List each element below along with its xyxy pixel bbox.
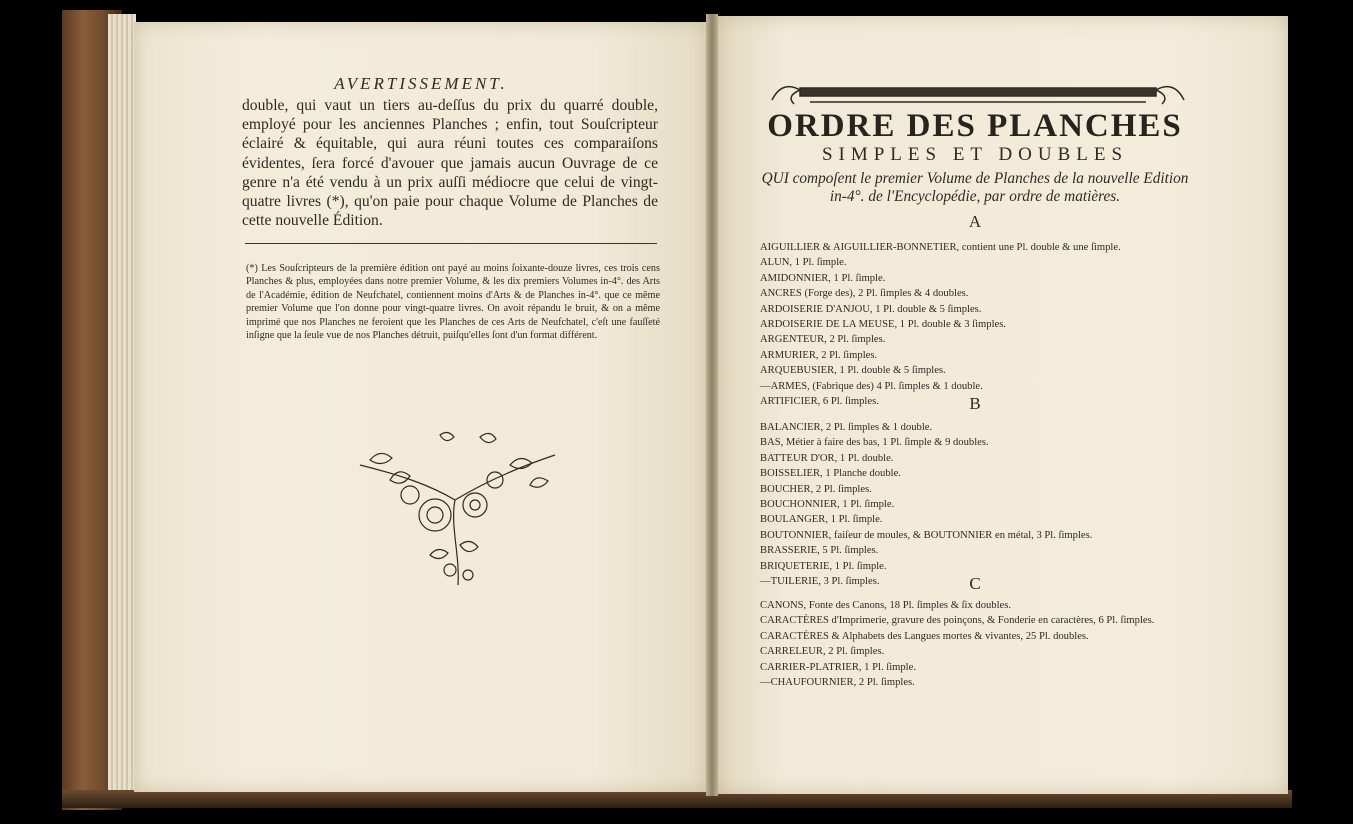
- list-item: ARQUEBUSIER, 1 Pl. double & 5 ſimples.: [760, 365, 946, 377]
- list-item: —CHAUFOURNIER, 2 Pl. ſimples.: [760, 677, 915, 689]
- list-item: BOISSELIER, 1 Planche double.: [760, 468, 901, 480]
- footnote-rule: [245, 243, 657, 244]
- list-item: BOUCHONNIER, 1 Pl. ſimple.: [760, 499, 895, 511]
- list-item: BOULANGER, 1 Pl. ſimple.: [760, 514, 883, 526]
- section-letter-a: A: [968, 212, 982, 231]
- list-item: BRIQUETERIE, 1 Pl. ſimple.: [760, 560, 887, 572]
- list-item: BAS, Métier à faire des bas, 1 Pl. ſimple & 9 doubles.: [760, 437, 989, 449]
- list-item: CARACTÈRES & Alphabets des Langues mortes & vivantes, 25 Pl. doubles.: [760, 630, 1089, 642]
- footnote: (*) Les Souſcripteurs de la première édition ont payé au moins ſoixante-douze livres, ces trois cens Planches & plus, employées dans notre premier Volume, & les dix premiers Volumes in-4°. des Arts de l'Académie, édition de Neufchatel, contiennent moins d'Arts & de Planches in-4°. que ce même premier Volume que l'on donne pour vingt-quatre livres. On avoit répandu le bruit, & on a même imprimé que nos Planches ne feroient que les Planches de ces Arts de Neufchatel, c'eſt une fauſſeté inſigne que la ſeule vue de nos Planches détruit, puiſqu'elles ſont d'un format différent.: [246, 263, 660, 342]
- left-body-text: double, qui vaut un tiers au-deſſus du prix du quarré double, employé pour les anciennes Planches ; enfin, tout Souſcripteur éclairé & équitable, qui aura réuni toutes ces comparaiſons évidentes, ſera forcé d'avouer que jamais aucun Ouvrage de ce genre n'a été vendu à un prix auſſi médiocre que celui de vingt-quatre livres (*), qu'on paie pour chaque Volume de Planches de cette nouvelle Édition.: [242, 97, 658, 230]
- list-item: BRASSERIE, 5 Pl. ſimples.: [760, 545, 879, 557]
- list-item: ANCRES (Forge des), 2 Pl. ſimples & 4 doubles.: [760, 288, 969, 300]
- list-item: CARACTÈRES d'Imprimerie, gravure des poinçons, & Fonderie en caractères, 6 Pl. ſimples.: [760, 615, 1155, 627]
- list-item: BOUCHER, 2 Pl. ſimples.: [760, 483, 872, 495]
- list-item: —TUILERIE, 3 Pl. ſimples.: [760, 576, 880, 588]
- list-item: CARRIER-PLATRIER, 1 Pl. ſimple.: [760, 661, 916, 673]
- list-item: ARDOISERIE DE LA MEUSE, 1 Pl. double & 3 ſimples.: [760, 319, 1007, 331]
- decorative-headpiece-icon: [770, 80, 1186, 106]
- section-letter-b: B: [969, 394, 981, 413]
- list-item: BOUTONNIER, faiſeur de moules, & BOUTONNIER en métal, 3 Pl. ſimples.: [760, 529, 1093, 541]
- list-item: ALUN, 1 Pl. ſimple.: [760, 257, 847, 269]
- section-c-list: [760, 598, 1200, 690]
- page-stack: [108, 14, 136, 790]
- intro-text: QUI compoſent le premier Volume de Planches de la nouvelle Edition in-4°. de l'Encyclopédie, par ordre de matières.: [761, 170, 1189, 205]
- page-title: ORDRE DES PLANCHES: [767, 108, 1183, 144]
- list-item: BATTEUR D'OR, 1 Pl. double.: [760, 452, 894, 464]
- list-item: ARGENTEUR, 2 Pl. ſimples.: [760, 334, 886, 346]
- section-letter-c: C: [969, 574, 981, 593]
- floral-ornament-icon: [340, 425, 570, 590]
- list-item: —ARMES, (Fabrique des) 4 Pl. ſimples & 1 double.: [760, 380, 983, 392]
- list-item: AIGUILLIER & AIGUILLIER-BONNETIER, contient une Pl. double & une ſimple.: [760, 242, 1121, 253]
- list-item: AMIDONNIER, 1 Pl. ſimple.: [760, 272, 886, 284]
- list-item: ARDOISERIE D'ANJOU, 1 Pl. double & 5 ſimples.: [760, 303, 982, 315]
- book-gutter: [706, 14, 718, 796]
- list-item: ARMURIER, 2 Pl. ſimples.: [760, 349, 878, 361]
- running-head: AVERTISSEMENT.: [334, 74, 508, 93]
- list-item: CANONS, Fonte des Canons, 18 Pl. ſimples & ſix doubles.: [760, 600, 1012, 611]
- list-item: BALANCIER, 2 Pl. ſimples & 1 double.: [760, 422, 933, 433]
- section-b-list: [760, 420, 1200, 589]
- page-subtitle: SIMPLES ET DOUBLES: [821, 144, 1129, 165]
- list-item: CARRELEUR, 2 Pl. ſimples.: [760, 646, 885, 658]
- section-a-list: [760, 240, 1200, 409]
- list-item: ARTIFICIER, 6 Pl. ſimples.: [760, 396, 879, 408]
